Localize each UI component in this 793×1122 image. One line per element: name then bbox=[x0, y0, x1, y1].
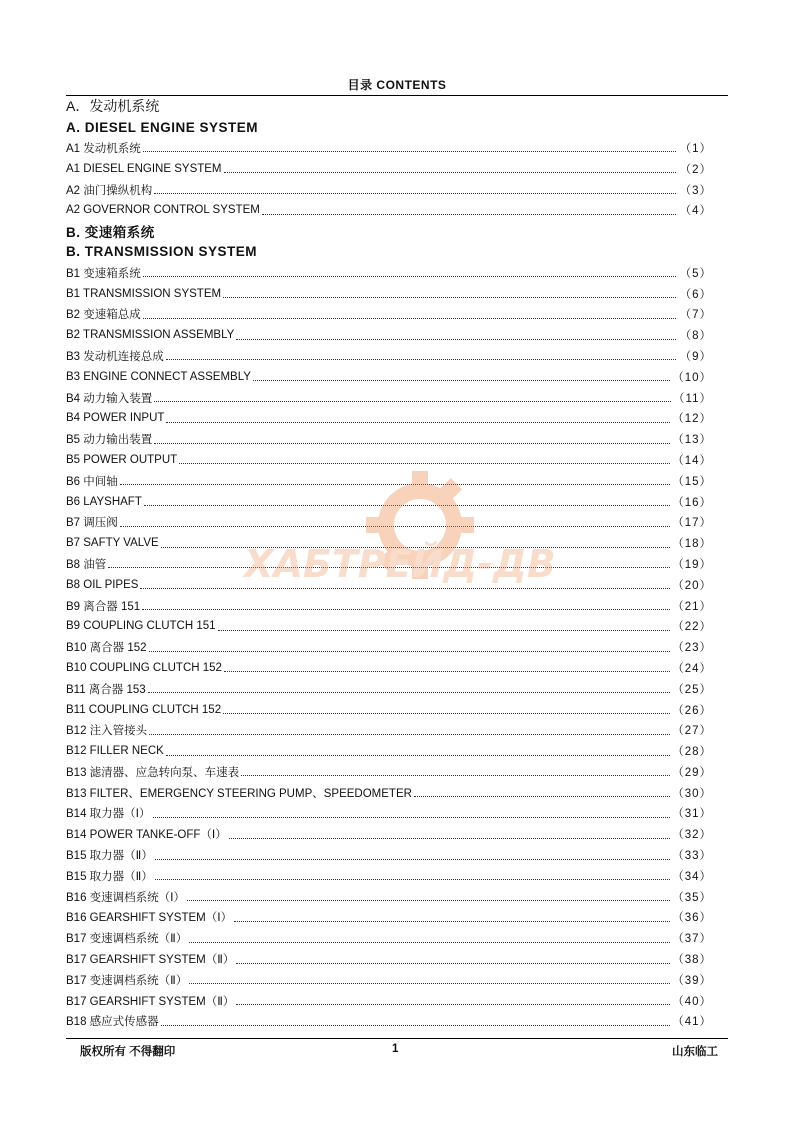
dot-leader bbox=[108, 555, 670, 568]
toc-entry-page: （27） bbox=[672, 725, 712, 738]
dot-leader bbox=[154, 431, 670, 444]
toc-entry-page: （31） bbox=[672, 808, 712, 821]
toc-entry-title: B3 ENGINE CONNECT ASSEMBLY bbox=[66, 370, 251, 383]
toc-entry-page: （36） bbox=[672, 912, 712, 925]
dot-leader bbox=[143, 139, 676, 152]
dot-leader bbox=[414, 784, 670, 797]
dot-leader bbox=[155, 867, 670, 880]
toc-entry-title: B10 离合器 152 bbox=[66, 642, 147, 655]
dot-leader bbox=[120, 514, 670, 527]
dot-leader bbox=[120, 472, 670, 485]
dot-leader bbox=[262, 202, 676, 215]
toc-entry-page: （40） bbox=[672, 995, 712, 1008]
dot-leader bbox=[236, 992, 670, 1005]
toc-entry bbox=[66, 158, 712, 179]
toc-entry-page: （4） bbox=[679, 205, 712, 218]
dot-leader bbox=[229, 826, 670, 839]
toc-entry bbox=[66, 928, 712, 949]
toc-entry-page: （33） bbox=[672, 850, 712, 863]
dot-leader bbox=[161, 1013, 671, 1026]
dot-leader bbox=[179, 451, 670, 464]
toc-entry-page: （2） bbox=[679, 163, 712, 176]
toc-entry bbox=[66, 491, 712, 512]
dot-leader bbox=[189, 971, 670, 984]
toc-entry-title: B14 POWER TANKE-OFF（Ⅰ） bbox=[66, 829, 227, 842]
dot-leader bbox=[218, 618, 671, 631]
toc-entry bbox=[66, 554, 712, 575]
dot-leader bbox=[224, 160, 676, 173]
dot-leader bbox=[148, 680, 671, 693]
toc-entry-page: （23） bbox=[672, 642, 712, 655]
toc-entry-title: B2 TRANSMISSION ASSEMBLY bbox=[66, 329, 235, 342]
toc-entry bbox=[66, 637, 712, 658]
toc-entry-title: B11 离合器 153 bbox=[66, 683, 146, 696]
dot-leader bbox=[154, 389, 671, 402]
dot-leader bbox=[224, 659, 670, 672]
dot-leader bbox=[149, 722, 670, 735]
toc-entry bbox=[66, 949, 712, 970]
toc-entry-title: B9 COUPLING CLUTCH 151 bbox=[66, 620, 216, 633]
toc-entry-title: B17 GEARSHIFT SYSTEM（Ⅱ） bbox=[66, 954, 235, 967]
toc-entry-title: B6 LAYSHAFT bbox=[66, 495, 142, 508]
dot-leader bbox=[223, 701, 670, 714]
section-heading: B. 变速箱系统 bbox=[66, 225, 155, 241]
toc-entry bbox=[66, 741, 712, 762]
toc-entry-title: B2 变速箱总成 bbox=[66, 309, 141, 322]
toc-entry-page: （12） bbox=[672, 413, 712, 426]
toc-entry-title: B4 POWER INPUT bbox=[66, 412, 165, 425]
toc-entry bbox=[66, 886, 712, 907]
dot-leader bbox=[253, 368, 670, 381]
toc-entry-page: （19） bbox=[672, 558, 712, 571]
toc-entry bbox=[66, 325, 712, 346]
toc-entry-title: B12 FILLER NECK bbox=[66, 745, 164, 758]
toc-entry bbox=[66, 595, 712, 616]
toc-entry-page: （7） bbox=[679, 309, 712, 322]
dot-leader bbox=[187, 888, 670, 901]
dot-leader bbox=[155, 847, 670, 860]
toc-entry bbox=[66, 304, 712, 325]
footer-page-number: 1 bbox=[392, 1043, 399, 1055]
toc-entry bbox=[66, 845, 712, 866]
toc-entry bbox=[66, 179, 712, 200]
toc-entry-page: （41） bbox=[672, 1016, 712, 1029]
toc-entry-page: （16） bbox=[672, 496, 712, 509]
toc-entry bbox=[66, 969, 712, 990]
toc-entry-page: （13） bbox=[672, 434, 712, 447]
toc-entry bbox=[66, 138, 712, 159]
toc-entry bbox=[66, 283, 712, 304]
toc-entry bbox=[66, 262, 712, 283]
toc-entry bbox=[66, 720, 712, 741]
toc-entry-title: B1 变速箱系统 bbox=[66, 267, 141, 280]
dot-leader bbox=[143, 264, 676, 277]
toc-entry-page: （28） bbox=[672, 746, 712, 759]
dot-leader bbox=[153, 805, 671, 818]
toc-entry bbox=[66, 450, 712, 471]
toc-entry-title: B13 FILTER、EMERGENCY STEERING PUMP、SPEEDOMETER bbox=[66, 787, 412, 800]
toc-entry bbox=[66, 907, 712, 928]
toc-entry-page: （20） bbox=[672, 579, 712, 592]
toc-entry-title: B3 发动机连接总成 bbox=[66, 350, 164, 363]
toc-entry-title: B9 离合器 151 bbox=[66, 600, 141, 613]
toc-entry-title: B17 变速调档系统（Ⅱ） bbox=[66, 974, 188, 987]
toc-entry-page: （9） bbox=[679, 350, 712, 363]
toc-entry-page: （25） bbox=[672, 683, 712, 696]
toc-entry-page: （3） bbox=[679, 184, 712, 197]
dot-leader bbox=[223, 285, 676, 298]
dot-leader bbox=[142, 597, 670, 610]
toc-entry-page: （24） bbox=[672, 662, 712, 675]
dot-leader bbox=[166, 347, 676, 360]
toc-entry-title: B1 TRANSMISSION SYSTEM bbox=[66, 287, 222, 300]
toc-entry-title: B10 COUPLING CLUTCH 152 bbox=[66, 661, 222, 674]
toc-entry-page: （18） bbox=[672, 538, 712, 551]
toc-entry bbox=[66, 366, 712, 387]
toc-entry-title: B16 变速调档系统（Ⅰ） bbox=[66, 891, 186, 904]
toc-entry-title: B6 中间轴 bbox=[66, 475, 118, 488]
toc-entry-page: （15） bbox=[672, 475, 712, 488]
toc-entry bbox=[66, 1011, 712, 1032]
toc-entry-title: B13 滤清器、应急转向泵、车速表 bbox=[66, 766, 240, 779]
toc-entry bbox=[66, 200, 712, 221]
toc-entry-page: （35） bbox=[672, 891, 712, 904]
toc-entry-title: A2 油门操纵机构 bbox=[66, 184, 153, 197]
toc-entry-page: （1） bbox=[679, 142, 712, 155]
toc-entry-page: （17） bbox=[672, 517, 712, 530]
footer-company: 山东临工 bbox=[672, 1046, 718, 1058]
section-heading: A. DIESEL ENGINE SYSTEM bbox=[66, 119, 259, 135]
toc-entry bbox=[66, 616, 712, 637]
dot-leader bbox=[149, 639, 671, 652]
toc-entry bbox=[66, 387, 712, 408]
toc-entry-page: （37） bbox=[672, 933, 712, 946]
section-heading: B. TRANSMISSION SYSTEM bbox=[66, 244, 258, 260]
toc-entry-page: （34） bbox=[672, 870, 712, 883]
dot-leader bbox=[189, 930, 670, 943]
toc-entry bbox=[66, 699, 712, 720]
toc-entry-title: A1 DIESEL ENGINE SYSTEM bbox=[66, 162, 222, 175]
toc-entry-title: A1 发动机系统 bbox=[66, 142, 141, 155]
toc-entry bbox=[66, 990, 712, 1011]
toc-entry-page: （5） bbox=[679, 267, 712, 280]
dot-leader bbox=[161, 535, 671, 548]
toc-entry-title: B17 变速调档系统（Ⅱ） bbox=[66, 933, 188, 946]
dot-leader bbox=[166, 743, 670, 756]
toc-entry-page: （29） bbox=[672, 766, 712, 779]
dot-leader bbox=[154, 181, 676, 194]
toc-entry-title: B5 POWER OUTPUT bbox=[66, 453, 178, 466]
toc-entry bbox=[66, 346, 712, 367]
toc-entry-title: B5 动力输出装置 bbox=[66, 434, 153, 447]
toc-entry-title: B18 感应式传感器 bbox=[66, 1016, 159, 1029]
dot-leader bbox=[143, 306, 676, 319]
watermark-text: ХАБТРЕЙД-ДВ bbox=[244, 542, 556, 586]
footer-rule bbox=[66, 1038, 728, 1039]
toc-entry-title: B8 OIL PIPES bbox=[66, 578, 139, 591]
dot-leader bbox=[234, 909, 670, 922]
toc-entry-title: B8 油管 bbox=[66, 558, 107, 571]
toc-entry-title: B7 调压阀 bbox=[66, 517, 118, 530]
toc-entry-page: （11） bbox=[673, 392, 712, 405]
toc-entry bbox=[66, 803, 712, 824]
toc-entry-page: （6） bbox=[679, 288, 712, 301]
dot-leader bbox=[236, 327, 676, 340]
toc-entry bbox=[66, 533, 712, 554]
toc-entry-title: B16 GEARSHIFT SYSTEM（Ⅰ） bbox=[66, 912, 233, 925]
toc-entry-title: A2 GOVERNOR CONTROL SYSTEM bbox=[66, 204, 260, 217]
dot-leader bbox=[241, 763, 670, 776]
toc-entry-page: （32） bbox=[672, 829, 712, 842]
toc-entry-title: B15 取力器（Ⅱ） bbox=[66, 870, 153, 883]
toc-entry bbox=[66, 470, 712, 491]
toc-entry-page: （30） bbox=[672, 787, 712, 800]
toc-entry bbox=[66, 762, 712, 783]
toc-entry bbox=[66, 824, 712, 845]
toc-entry-title: B4 动力输入装置 bbox=[66, 392, 153, 405]
toc-entry-page: （21） bbox=[672, 600, 712, 613]
toc-entry bbox=[66, 782, 712, 803]
dot-leader bbox=[140, 576, 670, 589]
toc-entry-page: （10） bbox=[672, 371, 712, 384]
footer-copyright: 版权所有 不得翻印 bbox=[80, 1046, 176, 1058]
toc-entry-page: （14） bbox=[672, 454, 712, 467]
toc-entry-title: B7 SAFTY VALVE bbox=[66, 537, 159, 550]
toc-entry-page: （26） bbox=[672, 704, 712, 717]
toc-entry-page: （39） bbox=[672, 974, 712, 987]
toc-entry-title: B12 注入管接头 bbox=[66, 725, 148, 738]
section-heading: A．发动机系统 bbox=[66, 98, 160, 115]
toc-entry bbox=[66, 512, 712, 533]
toc-entry-title: B11 COUPLING CLUTCH 152 bbox=[66, 703, 222, 716]
toc-entry-title: B15 取力器（Ⅱ） bbox=[66, 850, 153, 863]
toc-entry-title: B14 取力器（Ⅰ） bbox=[66, 808, 151, 821]
toc-entry bbox=[66, 865, 712, 886]
dot-leader bbox=[144, 493, 670, 506]
toc-entry bbox=[66, 574, 712, 595]
toc-entry bbox=[66, 678, 712, 699]
toc-entry bbox=[66, 658, 712, 679]
toc-entry-title: B17 GEARSHIFT SYSTEM（Ⅱ） bbox=[66, 995, 235, 1008]
toc-entry bbox=[66, 408, 712, 429]
toc-entry bbox=[66, 429, 712, 450]
toc-entry-page: （8） bbox=[679, 330, 712, 343]
toc-entry-page: （38） bbox=[672, 954, 712, 967]
page-title: 目录 CONTENTS bbox=[347, 78, 447, 92]
toc-entry-page: （22） bbox=[672, 621, 712, 634]
dot-leader bbox=[166, 410, 670, 423]
dot-leader bbox=[236, 951, 670, 964]
table-of-contents bbox=[66, 96, 712, 1032]
